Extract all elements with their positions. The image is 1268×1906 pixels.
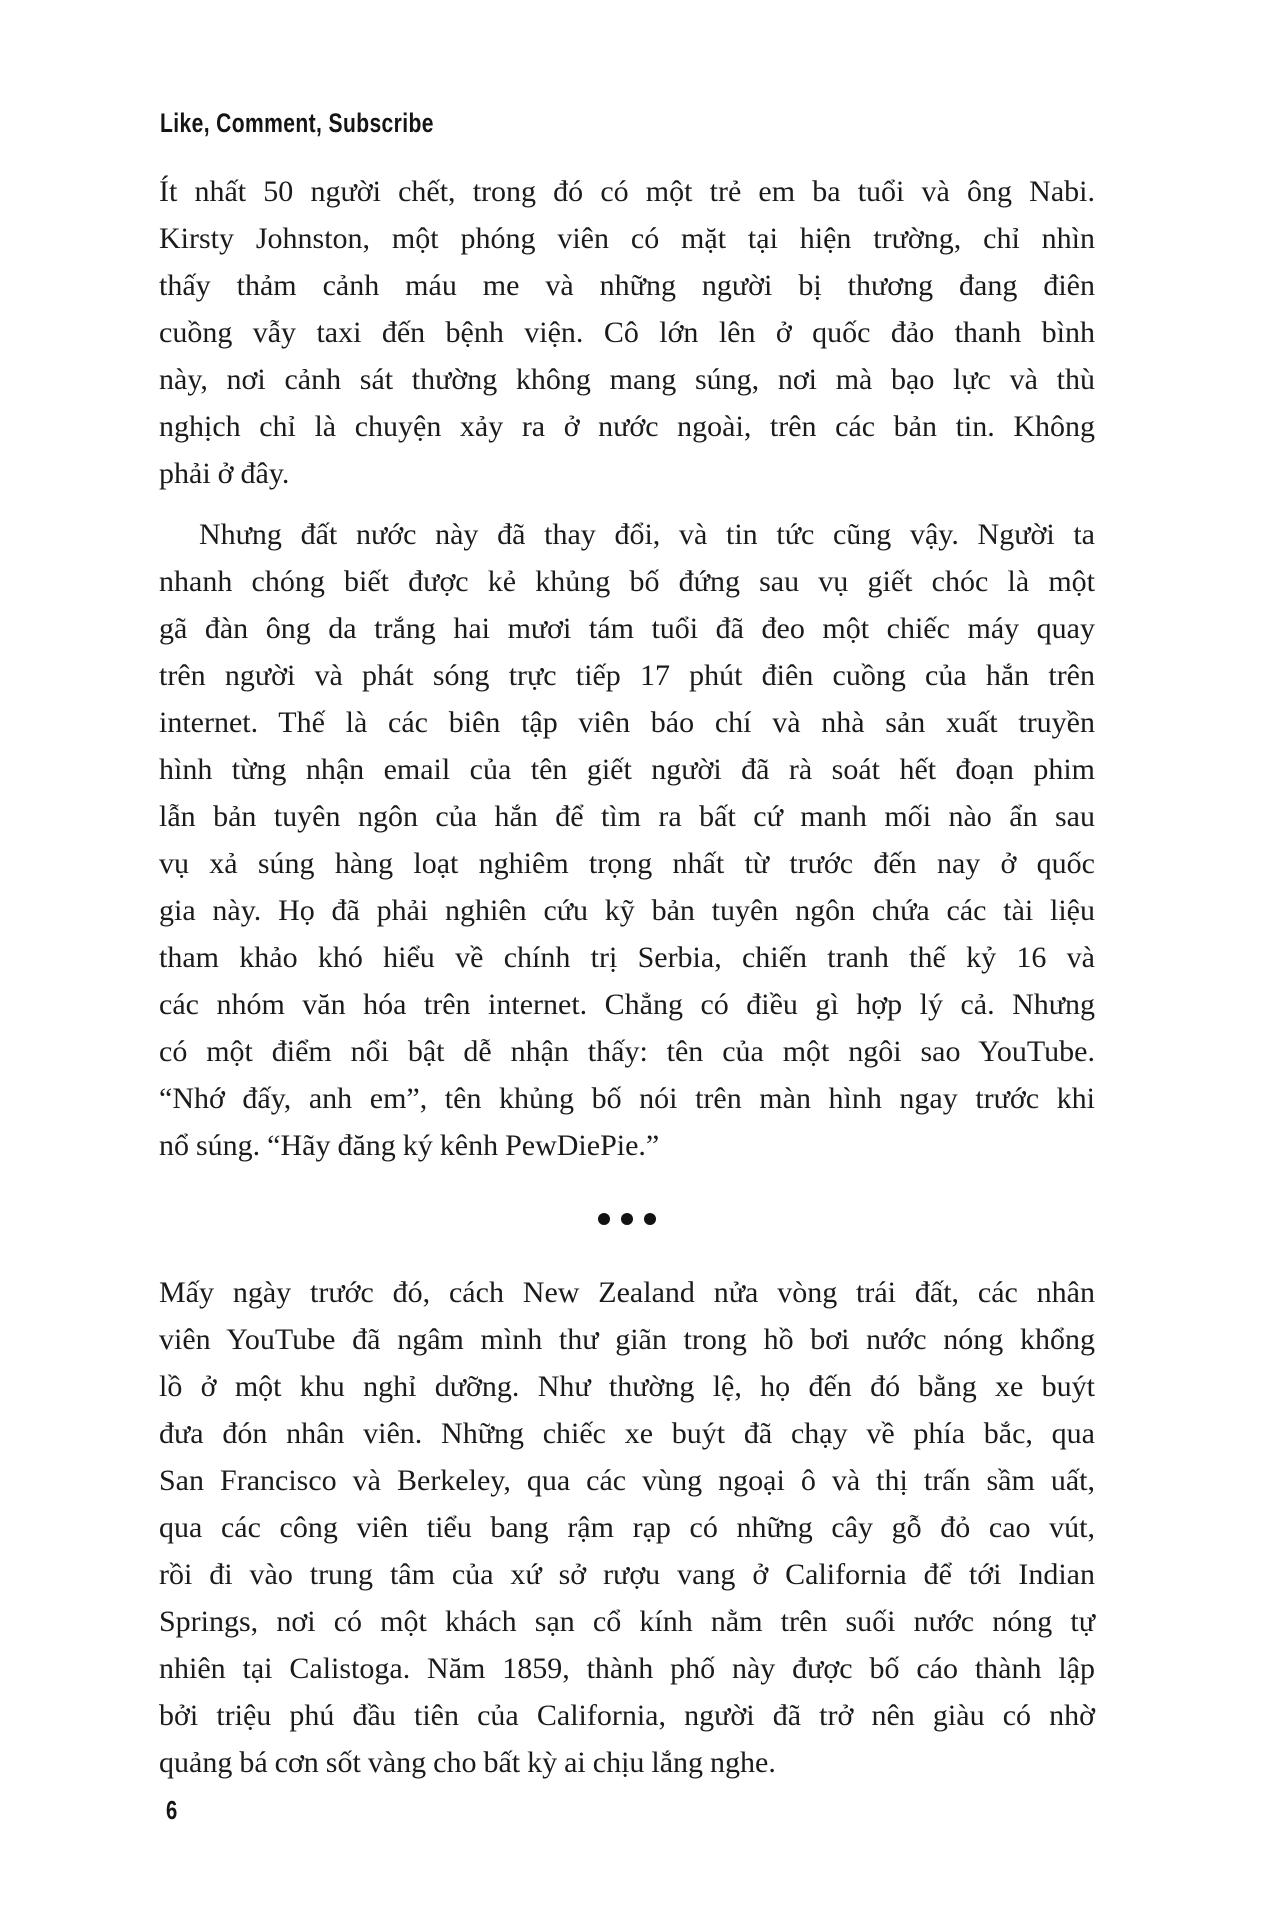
text-line: viên YouTube đã ngâm mình thư giãn trong hồ bơi nước nóng khổng bbox=[159, 1323, 1095, 1356]
text-line: gia này. Họ đã phải nghiên cứu kỹ bản tuyên ngôn chứa các tài liệu bbox=[159, 894, 1095, 927]
text-line: các nhóm văn hóa trên internet. Chẳng có điều gì hợp lý cả. Nhưng bbox=[159, 988, 1095, 1021]
text-line: Springs, nơi có một khách sạn cổ kính nằm trên suối nước nóng tự bbox=[159, 1605, 1095, 1638]
text-line: lẫn bản tuyên ngôn của hắn để tìm ra bất cứ manh mối nào ẩn sau bbox=[159, 800, 1095, 833]
text-line: nghịch chỉ là chuyện xảy ra ở nước ngoài, trên các bản tin. Không bbox=[159, 410, 1095, 443]
text-line: rồi đi vào trung tâm của xứ sở rượu vang ở California để tới Indian bbox=[159, 1558, 1095, 1591]
text-line: lồ ở một khu nghỉ dưỡng. Như thường lệ, họ đến đó bằng xe buýt bbox=[159, 1370, 1095, 1403]
separator-dot bbox=[598, 1213, 610, 1225]
text-line: cuồng vẫy taxi đến bệnh viện. Cô lớn lên ở quốc đảo thanh bình bbox=[159, 316, 1095, 349]
text-line: hình từng nhận email của tên giết người đã rà soát hết đoạn phim bbox=[159, 753, 1095, 786]
text-line: internet. Thế là các biên tập viên báo chí và nhà sản xuất truyền bbox=[159, 706, 1095, 739]
text-line: Mấy ngày trước đó, cách New Zealand nửa vòng trái đất, các nhân bbox=[159, 1276, 1095, 1309]
text-line: qua các công viên tiểu bang rậm rạp có những cây gỗ đỏ cao vút, bbox=[159, 1511, 1095, 1544]
text-line: có một điểm nổi bật dễ nhận thấy: tên của một ngôi sao YouTube. bbox=[159, 1035, 1095, 1068]
page-number bbox=[166, 1795, 181, 1826]
separator-dot bbox=[644, 1213, 656, 1225]
text-line: đưa đón nhân viên. Những chiếc xe buýt đã chạy về phía bắc, qua bbox=[159, 1417, 1095, 1450]
running-header bbox=[160, 108, 511, 138]
text-line: San Francisco và Berkeley, qua các vùng ngoại ô và thị trấn sầm uất, bbox=[159, 1464, 1095, 1497]
running-header-text: Like, Comment, Subscribe bbox=[160, 108, 434, 138]
section-separator-dots bbox=[159, 1193, 1095, 1245]
text-line: bởi triệu phú đầu tiên của California, người đã trở nên giàu có nhờ bbox=[159, 1699, 1095, 1732]
body-paragraph bbox=[159, 168, 1095, 497]
text-line: Nhưng đất nước này đã thay đổi, và tin tức cũng vậy. Người ta bbox=[199, 518, 1095, 551]
text-line: vụ xả súng hàng loạt nghiêm trọng nhất từ trước đến nay ở quốc bbox=[159, 847, 1095, 880]
page-number-text: 6 bbox=[166, 1795, 178, 1825]
text-line: nhiên tại Calistoga. Năm 1859, thành phố này được bố cáo thành lập bbox=[159, 1652, 1095, 1685]
text-line: nhanh chóng biết được kẻ khủng bố đứng sau vụ giết chóc là một bbox=[159, 565, 1095, 598]
page-body bbox=[159, 168, 1095, 1786]
text-line: phải ở đây. bbox=[159, 457, 290, 490]
body-paragraph bbox=[159, 1269, 1095, 1786]
text-line: Kirsty Johnston, một phóng viên có mặt tại hiện trường, chỉ nhìn bbox=[159, 222, 1095, 255]
text-line: trên người và phát sóng trực tiếp 17 phút điên cuồng của hắn trên bbox=[159, 659, 1095, 692]
text-line: Ít nhất 50 người chết, trong đó có một trẻ em ba tuổi và ông Nabi. bbox=[159, 175, 1095, 208]
text-line: “Nhớ đấy, anh em”, tên khủng bố nói trên màn hình ngay trước khi bbox=[159, 1082, 1095, 1115]
text-line: gã đàn ông da trắng hai mươi tám tuổi đã đeo một chiếc máy quay bbox=[159, 612, 1095, 645]
text-line: thấy thảm cảnh máu me và những người bị thương đang điên bbox=[159, 269, 1095, 302]
text-line: nổ súng. “Hãy đăng ký kênh PewDiePie.” bbox=[159, 1129, 660, 1162]
text-line: tham khảo khó hiểu về chính trị Serbia, chiến tranh thế kỷ 16 và bbox=[159, 941, 1095, 974]
separator-dot bbox=[621, 1213, 633, 1225]
body-paragraph bbox=[159, 511, 1095, 1169]
text-line: quảng bá cơn sốt vàng cho bất kỳ ai chịu lắng nghe. bbox=[159, 1746, 776, 1779]
text-line: này, nơi cảnh sát thường không mang súng, nơi mà bạo lực và thù bbox=[159, 363, 1095, 396]
